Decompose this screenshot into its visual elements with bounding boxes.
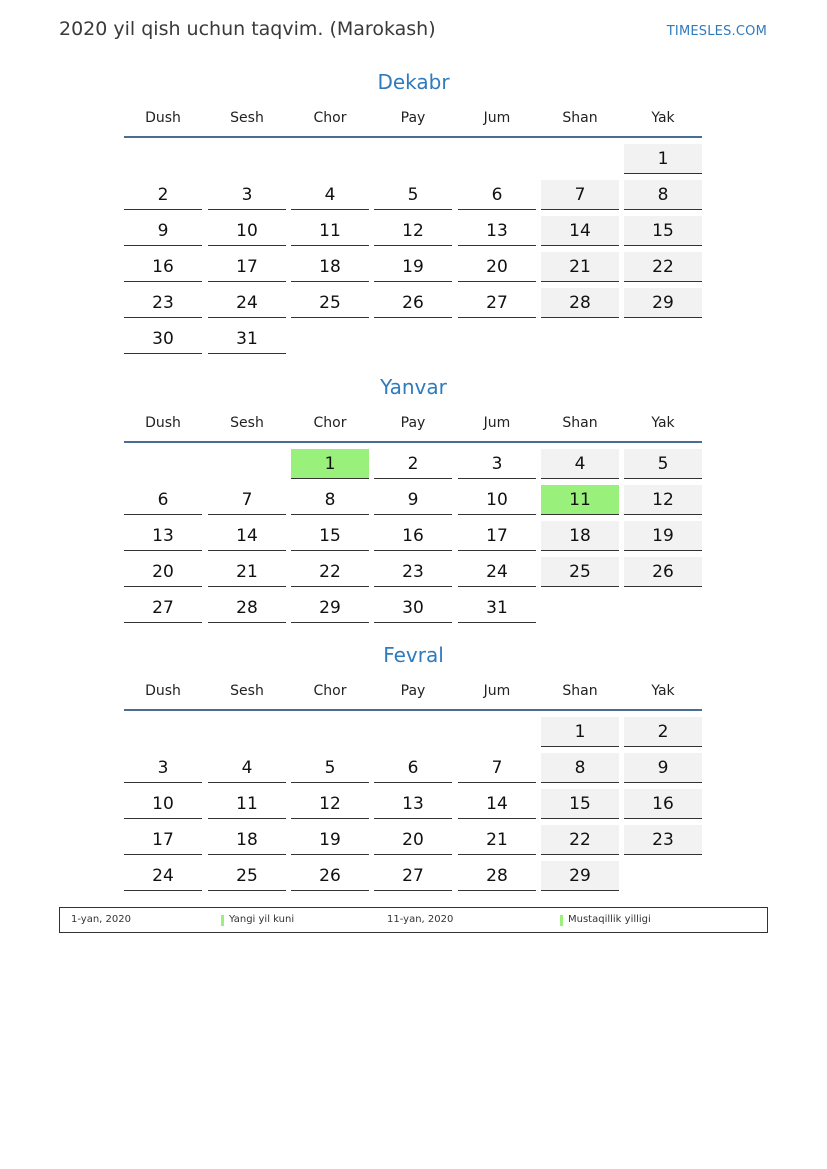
day-cell: 23 xyxy=(374,557,452,587)
day-cell: 12 xyxy=(291,789,369,819)
weekday-label: Jum xyxy=(483,683,511,699)
day-cell: 24 xyxy=(124,861,202,891)
weekday-label: Pay xyxy=(400,110,426,126)
day-cell: 29 xyxy=(291,593,369,623)
month-title: Yanvar xyxy=(380,375,447,399)
day-cell: 3 xyxy=(458,449,536,479)
day-cell: 27 xyxy=(374,861,452,891)
header-rule xyxy=(124,441,702,443)
weekday-label: Chor xyxy=(313,683,347,699)
weekday-header xyxy=(124,110,702,132)
day-cell: 18 xyxy=(208,825,286,855)
weekday-label: Dush xyxy=(145,110,181,126)
day-cell: 11 xyxy=(541,485,619,515)
day-cell: 16 xyxy=(124,252,202,282)
day-cell: 15 xyxy=(541,789,619,819)
day-cell: 21 xyxy=(208,557,286,587)
day-cell: 3 xyxy=(124,753,202,783)
weekday-label: Chor xyxy=(313,415,347,431)
day-cell: 16 xyxy=(374,521,452,551)
day-cell: 24 xyxy=(208,288,286,318)
day-cell: 11 xyxy=(208,789,286,819)
holiday-legend xyxy=(59,907,768,933)
weekday-header xyxy=(124,415,702,437)
day-cell: 22 xyxy=(291,557,369,587)
day-cell: 30 xyxy=(374,593,452,623)
day-cell: 6 xyxy=(124,485,202,515)
weekday-label: Shan xyxy=(562,415,598,431)
header-rule xyxy=(124,709,702,711)
day-cell: 6 xyxy=(374,753,452,783)
day-cell: 20 xyxy=(374,825,452,855)
day-cell: 14 xyxy=(458,789,536,819)
day-cell: 7 xyxy=(458,753,536,783)
day-cell: 31 xyxy=(458,593,536,623)
legend-date: 1-yan, 2020 xyxy=(71,914,131,925)
day-cell: 13 xyxy=(124,521,202,551)
month-title: Fevral xyxy=(383,643,444,667)
month-title: Dekabr xyxy=(377,70,450,94)
day-cell: 1 xyxy=(624,144,702,174)
day-cell: 23 xyxy=(624,825,702,855)
weekday-label: Pay xyxy=(400,683,426,699)
header-rule xyxy=(124,136,702,138)
day-cell: 17 xyxy=(208,252,286,282)
day-cell: 19 xyxy=(291,825,369,855)
day-cell: 28 xyxy=(541,288,619,318)
day-cell: 21 xyxy=(458,825,536,855)
weekday-label: Jum xyxy=(483,415,511,431)
page-title: 2020 yil qish uchun taqvim. (Marokash) xyxy=(59,18,436,40)
weekday-label: Yak xyxy=(651,415,675,431)
day-cell: 21 xyxy=(541,252,619,282)
day-cell: 12 xyxy=(374,216,452,246)
day-cell: 2 xyxy=(124,180,202,210)
day-cell: 8 xyxy=(541,753,619,783)
day-cell: 18 xyxy=(541,521,619,551)
day-cell: 29 xyxy=(624,288,702,318)
day-cell: 10 xyxy=(124,789,202,819)
day-cell: 12 xyxy=(624,485,702,515)
day-cell: 16 xyxy=(624,789,702,819)
day-cell: 7 xyxy=(208,485,286,515)
day-cell: 22 xyxy=(624,252,702,282)
day-cell: 5 xyxy=(374,180,452,210)
day-cell: 4 xyxy=(208,753,286,783)
day-cell: 26 xyxy=(291,861,369,891)
day-cell: 2 xyxy=(624,717,702,747)
day-cell: 9 xyxy=(624,753,702,783)
day-cell: 7 xyxy=(541,180,619,210)
day-cell: 2 xyxy=(374,449,452,479)
day-cell: 25 xyxy=(541,557,619,587)
day-cell: 27 xyxy=(124,593,202,623)
day-cell: 19 xyxy=(374,252,452,282)
day-cell: 9 xyxy=(374,485,452,515)
day-cell: 13 xyxy=(374,789,452,819)
day-cell: 29 xyxy=(541,861,619,891)
day-cell: 26 xyxy=(624,557,702,587)
day-cell: 13 xyxy=(458,216,536,246)
weekday-label: Sesh xyxy=(230,110,264,126)
day-cell: 11 xyxy=(291,216,369,246)
legend-holiday-name: Yangi yil kuni xyxy=(229,914,295,925)
day-cell: 1 xyxy=(291,449,369,479)
weekday-label: Jum xyxy=(483,110,511,126)
weekday-label: Dush xyxy=(145,683,181,699)
legend-date: 11-yan, 2020 xyxy=(387,914,454,925)
weekday-label: Sesh xyxy=(230,683,264,699)
weekday-header xyxy=(124,683,702,705)
day-cell: 30 xyxy=(124,324,202,354)
weekday-label: Shan xyxy=(562,683,598,699)
legend-color-mark xyxy=(560,915,563,926)
day-cell: 20 xyxy=(124,557,202,587)
legend-color-mark xyxy=(221,915,224,926)
day-cell: 31 xyxy=(208,324,286,354)
day-cell: 3 xyxy=(208,180,286,210)
day-cell: 22 xyxy=(541,825,619,855)
day-cell: 26 xyxy=(374,288,452,318)
day-cell: 5 xyxy=(291,753,369,783)
day-cell: 27 xyxy=(458,288,536,318)
weekday-label: Sesh xyxy=(230,415,264,431)
weekday-label: Yak xyxy=(651,683,675,699)
day-cell: 14 xyxy=(208,521,286,551)
day-cell: 20 xyxy=(458,252,536,282)
day-cell: 18 xyxy=(291,252,369,282)
day-cell: 9 xyxy=(124,216,202,246)
day-cell: 15 xyxy=(624,216,702,246)
weekday-label: Pay xyxy=(400,415,426,431)
day-cell: 1 xyxy=(541,717,619,747)
day-cell: 4 xyxy=(541,449,619,479)
day-cell: 15 xyxy=(291,521,369,551)
day-cell: 28 xyxy=(458,861,536,891)
weekday-label: Dush xyxy=(145,415,181,431)
day-cell: 14 xyxy=(541,216,619,246)
day-cell: 6 xyxy=(458,180,536,210)
day-cell: 10 xyxy=(208,216,286,246)
day-cell: 19 xyxy=(624,521,702,551)
weekday-label: Shan xyxy=(562,110,598,126)
day-cell: 25 xyxy=(208,861,286,891)
legend-holiday-name: Mustaqillik yilligi xyxy=(568,914,651,925)
day-cell: 17 xyxy=(458,521,536,551)
day-cell: 17 xyxy=(124,825,202,855)
day-cell: 28 xyxy=(208,593,286,623)
day-cell: 25 xyxy=(291,288,369,318)
day-cell: 24 xyxy=(458,557,536,587)
day-cell: 8 xyxy=(291,485,369,515)
brand-link[interactable]: TIMESLES.COM xyxy=(666,24,767,39)
day-cell: 5 xyxy=(624,449,702,479)
day-cell: 10 xyxy=(458,485,536,515)
day-cell: 23 xyxy=(124,288,202,318)
weekday-label: Chor xyxy=(313,110,347,126)
weekday-label: Yak xyxy=(651,110,675,126)
day-cell: 8 xyxy=(624,180,702,210)
day-cell: 4 xyxy=(291,180,369,210)
